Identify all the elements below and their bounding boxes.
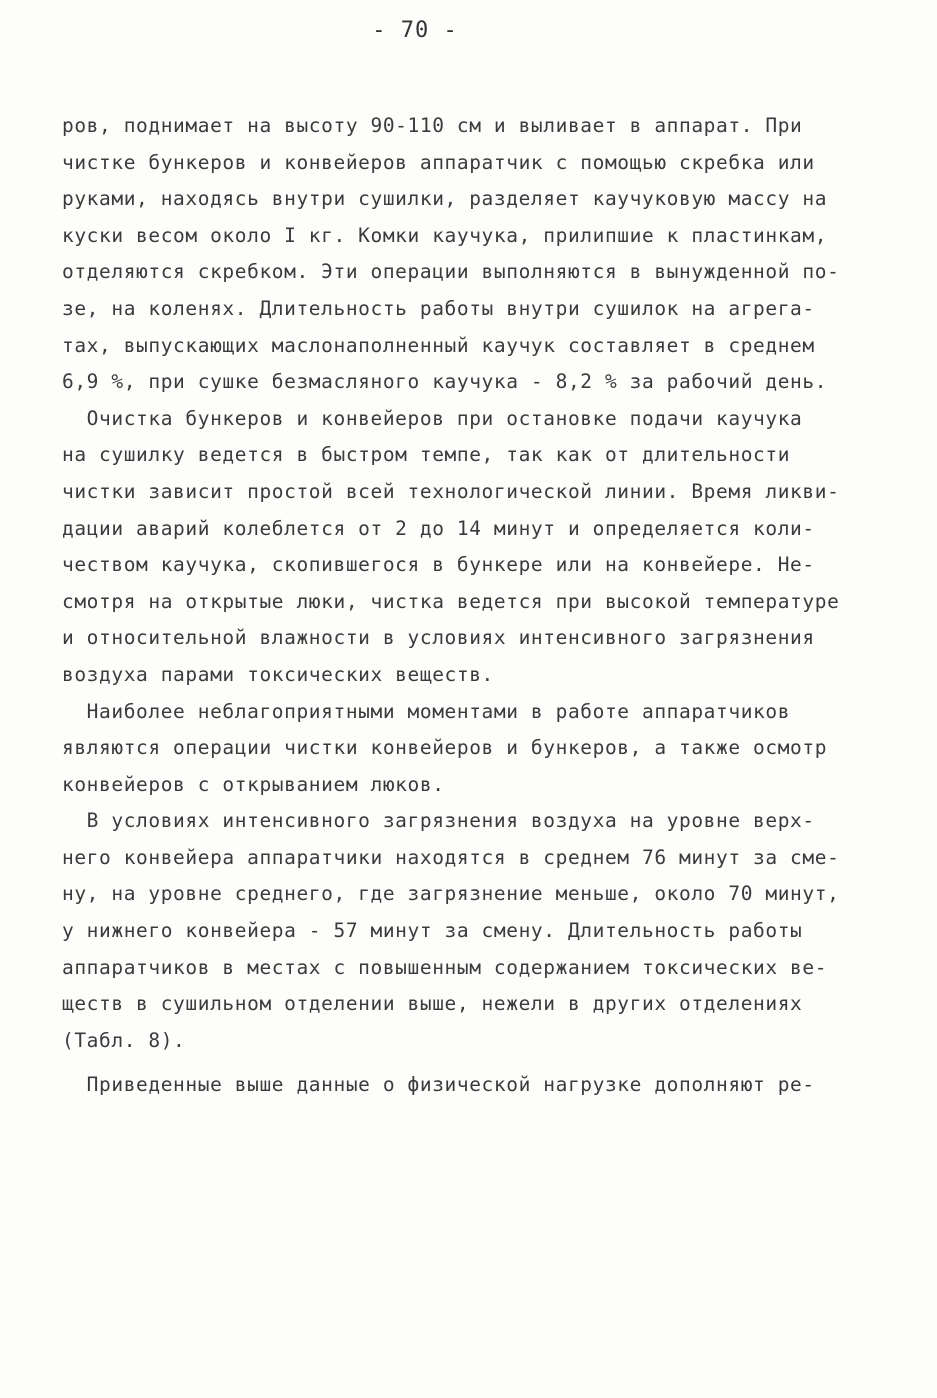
text-line: у нижнего конвейера - 57 минут за смену. Длительность работы xyxy=(62,919,803,943)
text-line: куски весом около I кг. Комки каучука, прилипшие к пластинкам, xyxy=(62,223,828,247)
text-line: ну, на уровне среднего, где загрязнение меньше, около 70 минут, xyxy=(62,882,840,906)
text-line: отделяются скребком. Эти операции выполняются в вынужденной по- xyxy=(62,260,840,284)
text-line: конвейеров с открыванием люков. xyxy=(62,772,445,796)
text-line: чеством каучука, скопившегося в бункере или на конвейере. Не- xyxy=(62,553,815,577)
text-line: тах, выпускающих маслонаполненный каучук составляет в среднем xyxy=(62,333,815,357)
text-line: и относительной влажности в условиях интенсивного загрязнения xyxy=(62,626,815,650)
text-line: чистки зависит простой всей технологической линии. Время ликви- xyxy=(62,479,840,503)
text-line: Наиболее неблагоприятными моментами в работе аппаратчиков xyxy=(62,699,791,723)
text-line: ществ в сушильном отделении выше, нежели в других отделениях xyxy=(62,992,803,1016)
text-line: зе, на коленях. Длительность работы внутри сушилок на агрега- xyxy=(62,296,815,320)
text-line: ров, поднимает на высоту 90-110 см и выливает в аппарат. При xyxy=(62,114,803,137)
text-line: Очистка бункеров и конвейеров при остановке подачи каучука xyxy=(62,406,803,430)
text-line: (Табл. 8). xyxy=(62,1028,186,1052)
text-line: дации аварий колеблется от 2 до 14 минут и определяется коли- xyxy=(62,516,815,540)
text-line: руками, находясь внутри сушилки, разделяет каучуковую массу на xyxy=(62,187,828,211)
text-line: Приведенные выше данные о физической нагрузке дополняют ре- xyxy=(62,1073,815,1097)
text-line: 6,9 %, при сушке безмасляного каучука - 8,2 % за рабочий день. xyxy=(62,370,828,394)
text-line: на сушилку ведется в быстром темпе, так как от длительности xyxy=(62,443,791,467)
text-line: воздуха парами токсических веществ. xyxy=(62,662,494,686)
text-line: смотря на открытые люки, чистка ведется при высокой температуре xyxy=(62,589,840,613)
text-line: чистке бункеров и конвейеров аппаратчик с помощью скребка или xyxy=(62,150,815,174)
text-line: являются операции чистки конвейеров и бункеров, а также осмотр xyxy=(62,736,828,760)
paragraph-gap xyxy=(62,1059,882,1067)
body-text xyxy=(62,108,882,1104)
text-line: него конвейера аппаратчики находятся в среднем 76 минут за сме- xyxy=(62,845,840,869)
text-line: аппаратчиков в местах с повышенным содержанием токсических ве- xyxy=(62,955,828,979)
text-line: В условиях интенсивного загрязнения воздуха на уровне верх- xyxy=(62,809,815,833)
page-number: - 70 - xyxy=(372,18,458,43)
